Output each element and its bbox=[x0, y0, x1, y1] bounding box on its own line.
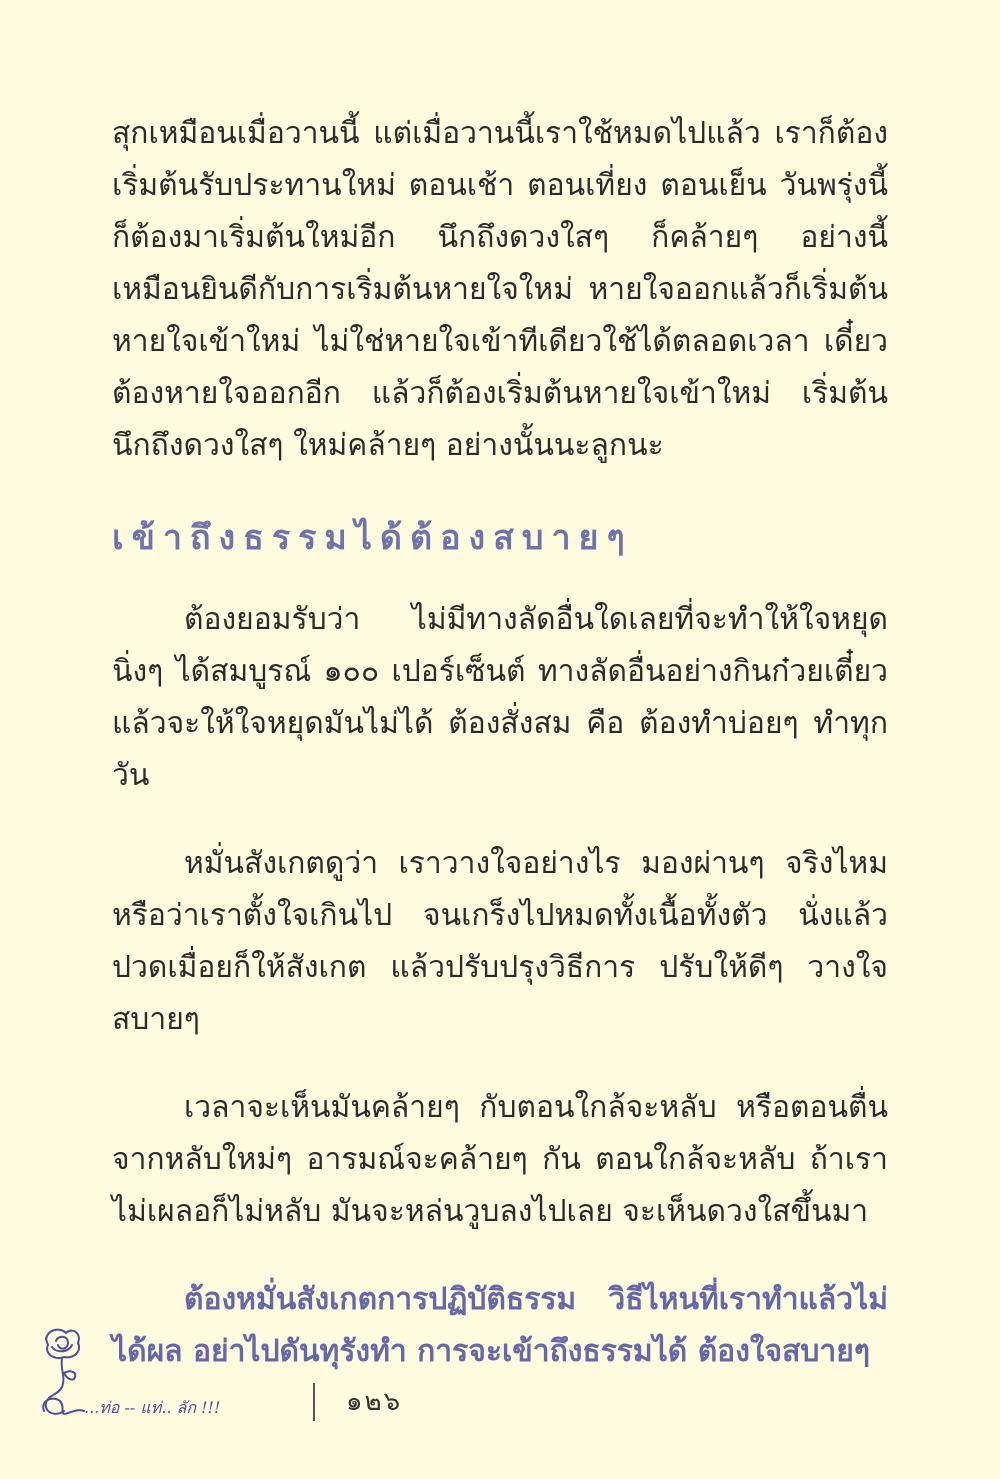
intro-paragraph: สุกเหมือนเมื่อวานนี้ แต่เมื่อวานนี้เราใช้หมดไปแล้ว เราก็ต้องเริ่มต้นรับประทานใหม่ ตอนเช้า ตอนเที่ยง ตอนเย็น วันพรุ่งนี้ก็ต้องมาเริ่มต้นใหม่อีก นึกถึงดวงใสๆ ก็คล้ายๆ อย่างนี้ เหมือนยินดีกับการเริ่มต้นหายใจใหม่ หายใจออกแล้วก็เริ่มต้นหายใจเข้าใหม่ ไม่ใช่หายใจเข้าทีเดียวใช้ได้ตลอดเวลา เดี๋ยวต้องหายใจออกอีก แล้วก็ต้องเริ่มต้นหายใจเข้าใหม่ เริ่มต้นนึกถึงดวงใสๆ ใหม่คล้ายๆ อย่างนั้นนะลูกนะ bbox=[112, 116, 888, 463]
body-paragraph-2: หมั่นสังเกตดูว่า เราวางใจอย่างไร มองผ่านๆ จริงไหม หรือว่าเราตั้งใจเกินไป จนเกร็งไปหมดทั้งเนื้อทั้งตัว นั่งแล้วปวดเมื่อยก็ให้สังเกต แล้วปรับปรุงวิธีการ ปรับให้ดีๆ วางใจสบายๆ bbox=[112, 846, 888, 1037]
page-number: ๑๒๖ bbox=[346, 1387, 403, 1417]
page-content bbox=[112, 108, 888, 1378]
section-heading: เข้าถึงธรรมได้ต้องสบายๆ bbox=[112, 518, 633, 558]
footer-divider bbox=[313, 1383, 315, 1421]
signature-text: ...ท่อ -- แท่.. ลัก !!! bbox=[84, 1398, 221, 1417]
body-paragraph-1: ต้องยอมรับว่า ไม่มีทางลัดอื่นใดเลยที่จะทำให้ใจหยุดนิ่งๆ ได้สมบูรณ์ ๑๐๐ เปอร์เซ็นต์ ทางลัดอื่นอย่างกินก๋วยเตี๋ยวแล้วจะให้ใจหยุดมันไม่ได้ ต้องสั่งสม คือ ต้องทำบ่อยๆ ทำทุกวัน bbox=[112, 602, 888, 793]
page-footer bbox=[38, 1325, 498, 1425]
emphasis-paragraph: ต้องหมั่นสังเกตการปฏิบัติธรรม วิธีไหนที่เราทำแล้วไม่ได้ผล อย่าไปดันทุรังทำ การจะเข้าถึงธรรมได้ ต้องใจสบายๆ bbox=[112, 1282, 888, 1369]
body-paragraph-3: เวลาจะเห็นมันคล้ายๆ กับตอนใกล้จะหลับ หรือตอนตื่นจากหลับใหม่ๆ อารมณ์จะคล้ายๆ กัน ตอนใกล้จะหลับ ถ้าเราไม่เผลอก็ไม่หลับ มันจะหล่นวูบลงไปเลย จะเห็นดวงใสขึ้นมา bbox=[112, 1090, 888, 1229]
rose-signature-icon bbox=[38, 1325, 298, 1425]
